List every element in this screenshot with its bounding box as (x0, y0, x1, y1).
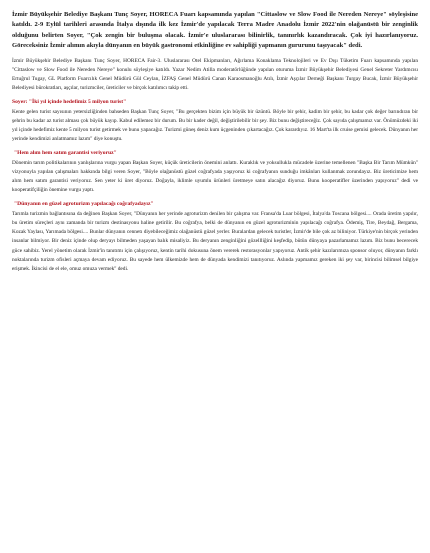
article-paragraph-intro: İzmir Büyükşehir Belediye Başkanı Tunç Soyer, HORECA Fair-3. Uluslararası Otel Ekipmanları, Ağırlama Konaklama Teknolojileri ve Ev Dışı Tüketim Fuarı kapsamında yapılan "Cittaslow ve Slow Food ile Nereden Nereye" konulu söyleşiye katıldı. Yazar Nedim Atilla moderatörlüğünde yapılan oturuma İzmir Büyükşehir Belediyesi Genel Sekreter Yardımcısı Ertuğrul Tugay, GL Platform Fuarcılık Genel Müdürü Gül Ceylan, İZFAŞ Genel Müdürü Canan Karaosmanoğlu Atılı, İzmir Aşçılar Derneği Başkanı Turgay Bucak, İzmir Büyükşehir Belediyesi bürokratları, aşçılar, turizmciler, üreticiler ve birçok katılımcı takip etti. (12, 57, 418, 92)
section-heading-tourism: Soyer: "İki yıl içinde hedefimiz 5 milyon turist" (12, 98, 127, 105)
article-paragraph-guarantee: Dönemin tarım politikalarının yanlışlarına vurgu yapan Başkan Soyer, küçük üreticilerin önemini anlattı. Kuraklık ve yoksullukla mücadele üzerine temellenen "Başka Bir Tarım Mümkün" vizyonuyla yapılan çalışmaları hakkında bilgi veren Soyer, "Böyle olağanüstü güzel coğrafyada yaşıyoruz ki coğrafyanın sunduğu imkânları kullanmak zorundayız. Biz üreticimize hem alım hem satım garantisi veriyoruz. Sen yeter ki üret diyoruz. Doğayla, iklimle uyumlu ürünleri üretmeye satın alacağız diyoruz. Bunu kooperatifler üzerinden yapıyoruz" dedi ve kooperatifçiliğin önemine vurgu yaptı. (12, 159, 418, 194)
article-paragraph-agrotourism: Tarımla turizmin bağlantısına da değinen Başkan Soyer, "Dünyanın her yerinde agroturizm denilen bir çalışma var. Fransa'da Luar bölgesi, İtalya'da Toscana bölgesi.... Orada üretim yapılır, bu üretim süreçleri aynı zamanda bir turizm destinasyonu haline getirilir. Bu coğrafya, belki de dünyanın en güzel agroturizminin yapılacağı coğrafya. Ödemiş, Tire, Beydağ, Bergama, Kozak Yaylası, Yarımada bölgesi.... Bunlar dünyanın cennetı diyebileceğimiz olağanüstü güzel yerler. Buralardan gelecek turistler, İzmir'de bile çok az biliniyor. Türkiye'nin birçok yerinden insanlar bilmiyor. Bir deniz içinde olup deryayı bilmeden yaşayan balık misaliyiz. Bu deryanın zenginliğini gözellliğini keşfedip, bütün dünyaya pazarlamamız lazım. Biz bunu becerecek güce sahibiz. Yerel yönetim olarak İzmir'in tanıtımı için çalışıyoruz, kentin tarihi dokusuna önem vererek restorasyonlar yapıyoruz. Antik şehir kazılarımıza sponsor oluyor, dünyanın farklı noktalarında turizm ofisleri açmaya devam ediyoruz. Bu sayede hem ülkemizde hem de dünyada kendimizi tanıtıyoruz. Aslında yapmamız gereken iki şey var, birincisi bilimsel bilgiye erişmek. İkincisi de el ele, omuz omuza vermek" dedi. (12, 210, 418, 273)
section-heading-agrotourism: "Dünyanın en güzel agroturizm yapılacağı coğrafyadayız" (14, 200, 154, 207)
article-lead: İzmir Büyükşehir Belediye Başkanı Tunç Soyer, HORECA Fuarı kapsamında yapılan "Cittaslow ve Slow Food ile Nereden Nereye" söyleşisine katıldı. 2-9 Eylül tarihleri arasında İtalya dışında ilk kez İzmir'de yapılacak Terra Madre Anadolu İzmir 2022'nin olağanüstü bir zenginlik olduğunu belirten Soyer, "Çok zengin bir buluşma olacak. İzmir'e uluslararası bilinirlik, tanınırlık kazandıracak. Çok iyi hazırlanıyoruz. Göreceksiniz İzmir alımın akıyla dünyanın en büyük gastronomi etkinliğine ev sahipliği yapmanın gururunu taşıyacak" dedi. (12, 11, 418, 50)
section-heading-guarantee: "Hem alım hem satım garantisi veriyoruz" (14, 149, 117, 156)
article-paragraph-tourism: Kente gelen turist sayısının yetersizliğinden bahseden Başkan Tunç Soyer, "Bu gerçekten bizim için büyük bir üzüntü. Böyle bir şehir, kadim bir şehir, bu kadar çok değer barındıran bir şehrin bu kadar az turist alması çok büyük kayıp. Kabul edilemez bir durum. Bu bir kader değil, değiştirilebilir bir şey. Biz bunu değiştireceğiz. Çok sayıda çalışmamız var. Önümüzdeki iki yıl içinde hedefimiz kente 5 milyon turist getirmek ve bunu yapacağız. Turizmi güneş deniz kum üçgeninden çıkartacağız. Çok karardıyız. 16 Mart'ta ilk cruise gemisi gelecek. Dünyanın her yerinde kendimizi anlatmamız lazım" diye konuştu. (12, 108, 418, 143)
